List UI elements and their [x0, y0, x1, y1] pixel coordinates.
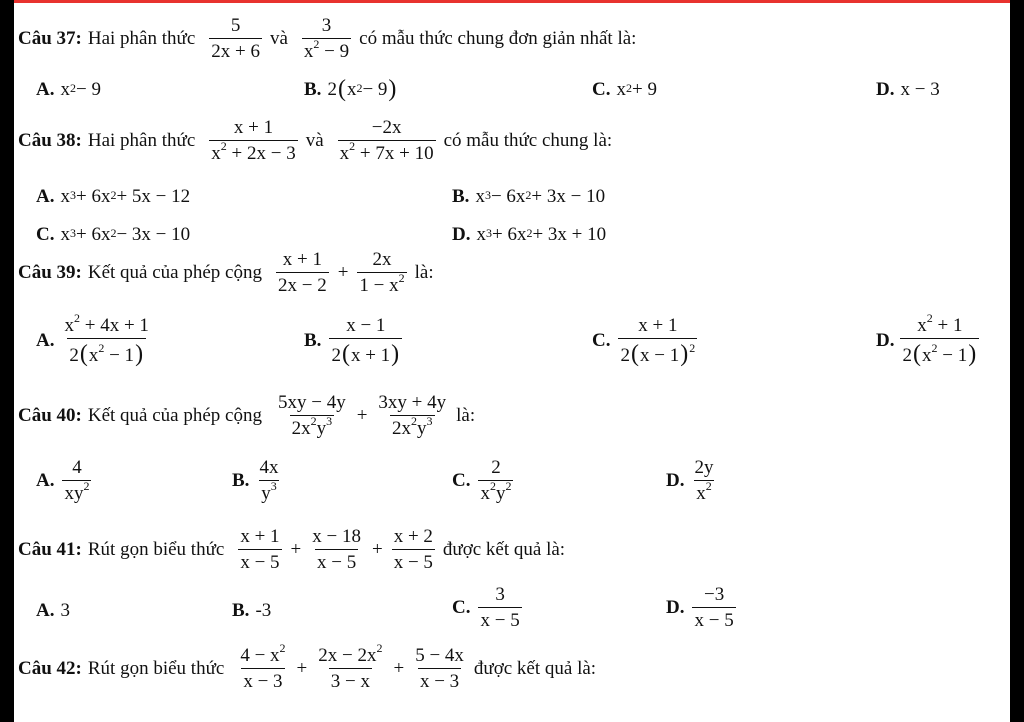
question-label: Câu 40:: [18, 405, 82, 426]
question-38: [18, 118, 1010, 163]
option-a[interactable]: A. x $^3$ + 6x $^2$ + 5x − 12: [36, 186, 191, 207]
question-label: Câu 37:: [18, 28, 82, 49]
question-41: [18, 527, 1010, 572]
option-a[interactable]: A. $\frac{x^2 + 4x + 1}{2(x^2 - 1)}$: [36, 310, 149, 367]
question-text: Hai phân thức: [87, 130, 196, 151]
option-a[interactable]: A. 3: [36, 600, 70, 621]
question-text: Rút gọn biểu thức: [87, 658, 225, 679]
question-label: Câu 42:: [18, 658, 82, 679]
fraction-1: $\frac{4 - x^2}{x - 3}$: [240, 640, 286, 692]
question-40: [18, 393, 1010, 438]
top-red-border: [14, 0, 1010, 3]
option-c[interactable]: C. $\frac{x + 1}{2(x - 1)^2}$: [592, 315, 696, 367]
option-c[interactable]: C. x $^3$ + 6x $^2$ − 3x − 10: [36, 224, 191, 245]
option-b[interactable]: B. 2 ( x $^2$ − 9 ): [304, 76, 397, 102]
option-a[interactable]: A. x $^2$ − 9: [36, 79, 101, 100]
question-text-end: là:: [414, 262, 434, 283]
option-c[interactable]: C. $\frac{3}{x - 5}$: [452, 584, 520, 631]
option-a[interactable]: A. $\frac{4}{xy^2}$: [36, 457, 90, 504]
plus-sign: +: [296, 658, 308, 679]
fraction-2: $\frac{3}{x^2 - 9}$: [303, 15, 350, 62]
fraction-2: $\frac{x - 18}{x - 5}$: [312, 526, 361, 573]
fraction-1: $\frac{x + 1}{x^2 + 2x - 3}$: [211, 117, 296, 164]
question-label: Câu 39:: [18, 262, 82, 283]
option-d[interactable]: D. $\frac{2y}{x^2}$: [666, 457, 714, 504]
question-42: [18, 640, 1010, 692]
fraction-2: $\frac{3xy + 4y}{2x^2y^3}$: [378, 392, 447, 439]
option-d[interactable]: D. $\frac{-3}{x - 5}$: [666, 584, 734, 631]
conjunction: và: [305, 130, 324, 151]
question-text: Kết quả của phép cộng: [87, 262, 262, 283]
question-text-end: được kết quả là:: [442, 539, 566, 560]
fraction-1: $\frac{5xy - 4y}{2x^2y^3}$: [277, 392, 346, 439]
question-label: Câu 41:: [18, 539, 82, 560]
question-39: [18, 250, 1010, 295]
option-b[interactable]: B. $\frac{4x}{y^3}$: [232, 457, 279, 504]
fraction-1: $\frac{x + 1}{x - 5}$: [240, 526, 280, 573]
fraction-3: $\frac{5 - 4x}{x - 3}$: [415, 645, 464, 692]
question-text-end: có mẫu thức chung đơn giản nhất là:: [359, 28, 637, 49]
fraction-1: $\frac{x + 1}{2x - 2}$: [277, 249, 327, 296]
plus-sign: +: [290, 539, 302, 560]
plus-sign: +: [356, 405, 368, 426]
option-b[interactable]: B. -3: [232, 600, 272, 621]
fraction-2: $\frac{2x}{1 - x^2}$: [359, 249, 405, 296]
option-d[interactable]: D. x $^3$ + 6x $^2$ + 3x + 10: [452, 224, 607, 245]
plus-sign: +: [337, 262, 349, 283]
question-text-end: là:: [456, 405, 476, 426]
question-text: Hai phân thức: [87, 28, 196, 49]
option-b[interactable]: B. $\frac{x - 1}{2(x + 1)}$: [304, 316, 410, 366]
plus-sign: +: [393, 658, 405, 679]
fraction-2: $\frac{2x - 2x^2}{3 - x}$: [318, 640, 383, 692]
plus-sign: +: [371, 539, 383, 560]
conjunction: và: [269, 28, 288, 49]
fraction-3: $\frac{x + 2}{x - 5}$: [393, 526, 433, 573]
question-text-end: được kết quả là:: [473, 658, 597, 679]
question-text-end: có mẫu thức chung là:: [443, 130, 613, 151]
worksheet-page: [14, 0, 1010, 722]
question-text: Kết quả của phép cộng: [87, 405, 262, 426]
option-c[interactable]: C. $\frac{2}{x^2y^2}$: [452, 457, 512, 504]
question-37: [18, 16, 1010, 61]
fraction-1: $\frac{5}{2x + 6}$: [211, 15, 260, 62]
option-d[interactable]: D. $\frac{x^2 + 1}{2(x^2 - 1)}$: [876, 316, 979, 366]
option-b[interactable]: B. x $^3$ − 6x $^2$ + 3x − 10: [452, 186, 606, 207]
option-d[interactable]: D. x − 3: [876, 79, 940, 100]
question-text: Rút gọn biểu thức: [87, 539, 225, 560]
option-c[interactable]: C. x $^2$ + 9: [592, 79, 657, 100]
question-label: Câu 38:: [18, 130, 82, 151]
fraction-2: $\frac{-2x}{x^2 + 7x + 10}$: [339, 117, 434, 164]
